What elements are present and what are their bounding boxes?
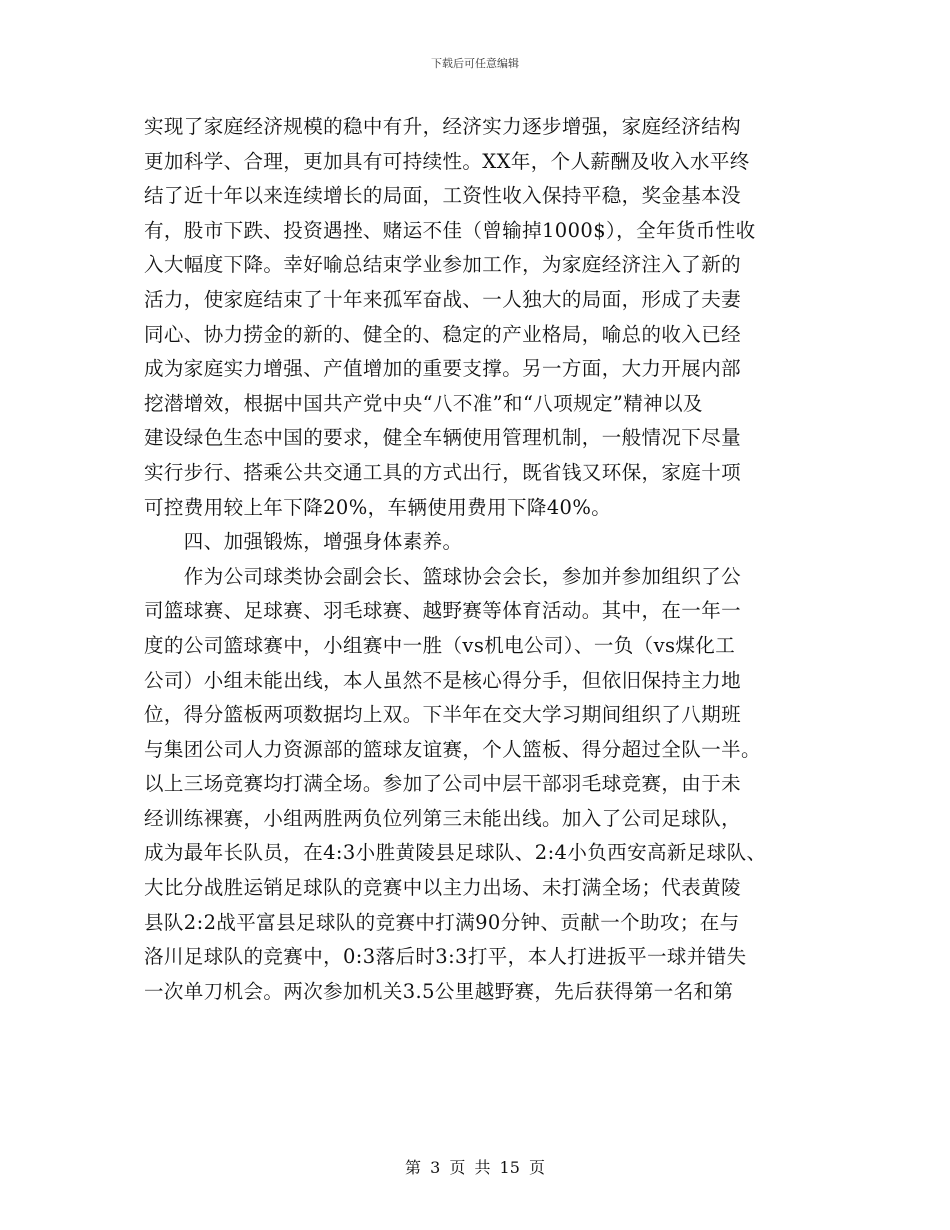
body-line: 位，得分篮板两项数据均上双。下半年在交大学习期间组织了八期班 xyxy=(144,703,742,727)
body-line: 度的公司篮球赛中，小组赛中一胜（vs机电公司）、一负（vs煤化工 xyxy=(144,633,736,657)
body-line: 成为最年长队员，在4:3小胜黄陵县足球队、2:4小负西安高新足球队、 xyxy=(144,841,767,865)
body-line: 一次单刀机会。两次参加机关3.5公里越野赛，先后获得第一名和第 xyxy=(144,979,734,1003)
document-body xyxy=(144,110,844,1009)
page-number-footer: 第 3 页 共 15 页 xyxy=(405,1158,545,1177)
body-line: 经训练裸赛，小组两胜两负位列第三未能出线。加入了公司足球队， xyxy=(144,806,742,830)
body-line: 成为家庭实力增强、产值增加的重要支撑。另一方面，大力开展内部 xyxy=(144,357,742,381)
body-line: 实现了家庭经济规模的稳中有升，经济实力逐步增强，家庭经济结构 xyxy=(144,115,742,138)
body-line: 活力，使家庭结束了十年来孤军奋战、一人独大的局面，形成了夫妻 xyxy=(144,287,742,311)
body-line: 司篮球赛、足球赛、羽毛球赛、越野赛等体育活动。其中，在一年一 xyxy=(144,599,742,623)
body-line: 县队2:2战平富县足球队的竞赛中打满90分钟、贡献一个助攻；在与 xyxy=(144,910,740,934)
body-line: 结了近十年以来连续增长的局面，工资性收入保持平稳，奖金基本没 xyxy=(144,184,742,208)
body-line: 挖潜增效，根据中国共产党中央“八不准”和“八项规定”精神以及 xyxy=(144,391,703,415)
body-line: 与集团公司人力资源部的篮球友谊赛，个人篮板、得分超过全队一半。 xyxy=(144,737,761,761)
body-line: 建设绿色生态中国的要求，健全车辆使用管理机制，一般情况下尽量 xyxy=(144,426,742,450)
body-line: 可控费用较上年下降20%，车辆使用费用下降40%。 xyxy=(144,495,612,519)
body-line: 作为公司球类协会副会长、篮球协会会长，参加并参加组织了公 xyxy=(144,564,742,588)
section-heading: 四、加强锻炼，增强身体素养。 xyxy=(144,530,463,554)
body-line: 实行步行、搭乘公共交通工具的方式出行，既省钱又环保，家庭十项 xyxy=(144,460,742,484)
body-line: 有，股市下跌、投资遇挫、赌运不佳（曾输掉1000$），全年货币性收 xyxy=(144,218,756,242)
body-line: 洛川足球队的竞赛中，0:3落后时3:3打平，本人打进扳平一球并错失 xyxy=(144,945,747,969)
body-line: 同心、协力捞金的新的、健全的、稳定的产业格局，喻总的收入已经 xyxy=(144,322,742,346)
body-line: 以上三场竞赛均打满全场。参加了公司中层干部羽毛球竞赛，由于未 xyxy=(144,772,742,796)
page-header-note: 下载后可任意编辑 xyxy=(431,57,519,70)
body-line: 更加科学、合理，更加具有可持续性。XX年，个人薪酬及收入水平终 xyxy=(144,149,750,173)
body-line: 大比分战胜运销足球队的竞赛中以主力出场、未打满全场；代表黄陵 xyxy=(144,876,742,900)
body-line: 公司）小组未能出线，本人虽然不是核心得分手，但依旧保持主力地 xyxy=(144,668,742,692)
body-line: 入大幅度下降。幸好喻总结束学业参加工作，为家庭经济注入了新的 xyxy=(144,253,742,277)
